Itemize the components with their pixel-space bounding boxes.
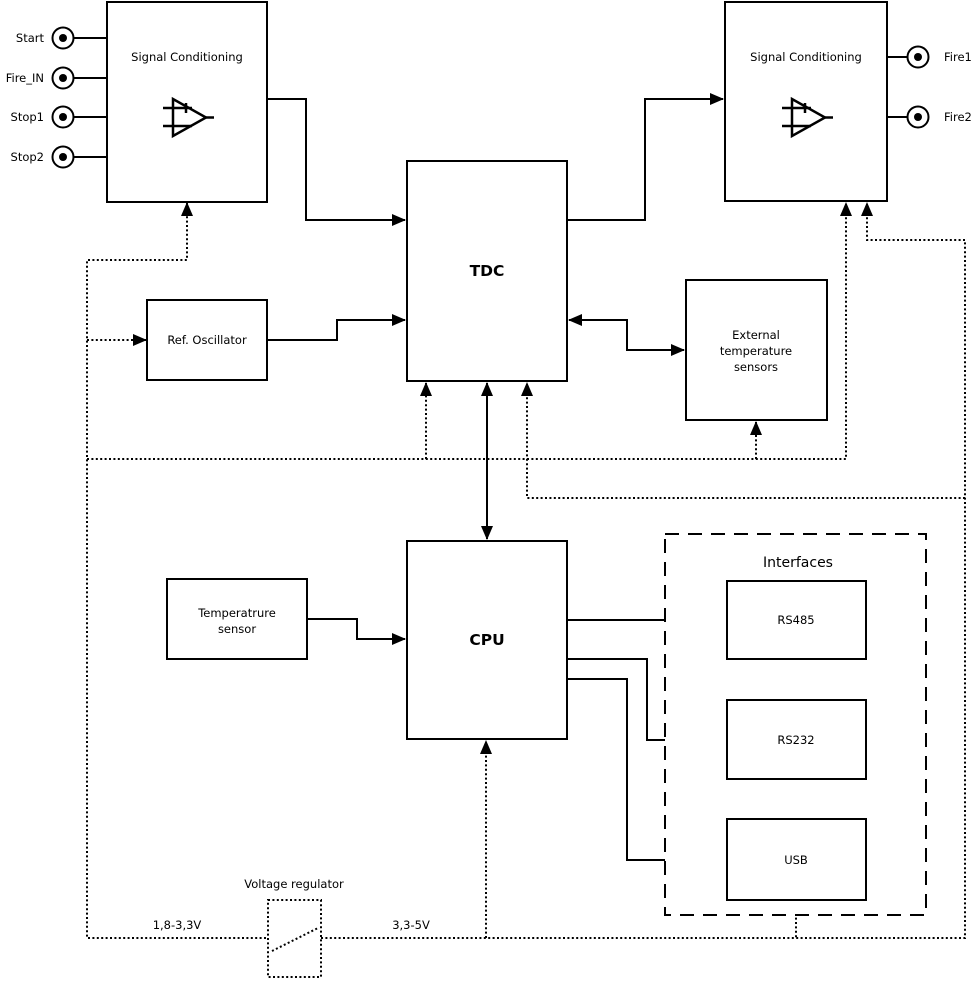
cpu-block bbox=[407, 541, 567, 739]
temperature-sensor-line2: sensor bbox=[217, 622, 257, 636]
ext-temp-line1: External bbox=[732, 328, 780, 342]
signal-conditioning-left-title: Signal Conditioning bbox=[131, 50, 243, 64]
connector-stop1 bbox=[11, 107, 107, 128]
usb-label: USB bbox=[784, 853, 808, 867]
signal-conditioning-right-box bbox=[725, 2, 887, 201]
input-connectors bbox=[6, 28, 107, 168]
signal-conditioning-right-block bbox=[725, 2, 887, 201]
ext-temp-line3: sensors bbox=[733, 360, 779, 374]
cpu-title: CPU bbox=[469, 631, 505, 649]
connector-fire2 bbox=[887, 107, 972, 128]
connector-stop2 bbox=[11, 147, 107, 168]
temperature-sensor-line1: Temperatrure bbox=[198, 606, 276, 620]
power-right-label: 3,3-5V bbox=[392, 918, 430, 932]
temperature-sensor-block bbox=[167, 579, 307, 659]
connector-start bbox=[16, 28, 107, 49]
voltage-regulator-block bbox=[153, 877, 430, 977]
interfaces-group bbox=[665, 534, 926, 915]
rs232-label: RS232 bbox=[777, 733, 815, 747]
voltage-regulator-title: Voltage regulator bbox=[244, 877, 344, 891]
signal-conditioning-right-title: Signal Conditioning bbox=[750, 50, 862, 64]
output-label-fire2: Fire2 bbox=[944, 110, 972, 124]
tdc-title: TDC bbox=[469, 262, 505, 280]
input-label-stop1: Stop1 bbox=[10, 110, 44, 124]
usb-block bbox=[727, 819, 866, 900]
interfaces-title: Interfaces bbox=[763, 555, 833, 571]
connector-fire-in bbox=[6, 68, 107, 89]
signal-conditioning-left-block bbox=[107, 2, 267, 202]
input-label-start: Start bbox=[15, 31, 44, 45]
wire-tdc-ext-temp-sensors bbox=[569, 320, 684, 350]
input-label-fire-in: Fire_IN bbox=[5, 71, 44, 85]
tdc-block bbox=[407, 161, 567, 381]
wire-tdc-to-sc-right bbox=[567, 99, 723, 220]
wire-temp-sensor-to-cpu bbox=[307, 619, 405, 639]
output-label-fire1: Fire1 bbox=[944, 50, 972, 64]
rs485-label: RS485 bbox=[777, 613, 815, 627]
voltage-regulator-box bbox=[268, 900, 321, 977]
external-temperature-sensors-block bbox=[686, 280, 827, 420]
output-connectors bbox=[887, 47, 972, 128]
signal-conditioning-left-box bbox=[107, 2, 267, 202]
wire-sc-left-to-tdc bbox=[267, 99, 405, 220]
ref-oscillator-block bbox=[147, 300, 267, 380]
ref-oscillator-title: Ref. Oscillator bbox=[167, 333, 247, 347]
power-left-label: 1,8-3,3V bbox=[152, 918, 202, 932]
connector-fire1 bbox=[887, 47, 972, 68]
rs232-block bbox=[727, 700, 866, 779]
input-label-stop2: Stop2 bbox=[10, 150, 44, 164]
wire-ref-oscillator-to-tdc bbox=[267, 320, 405, 340]
ext-temp-line2: temperature bbox=[719, 344, 793, 358]
rs485-block bbox=[727, 581, 866, 659]
